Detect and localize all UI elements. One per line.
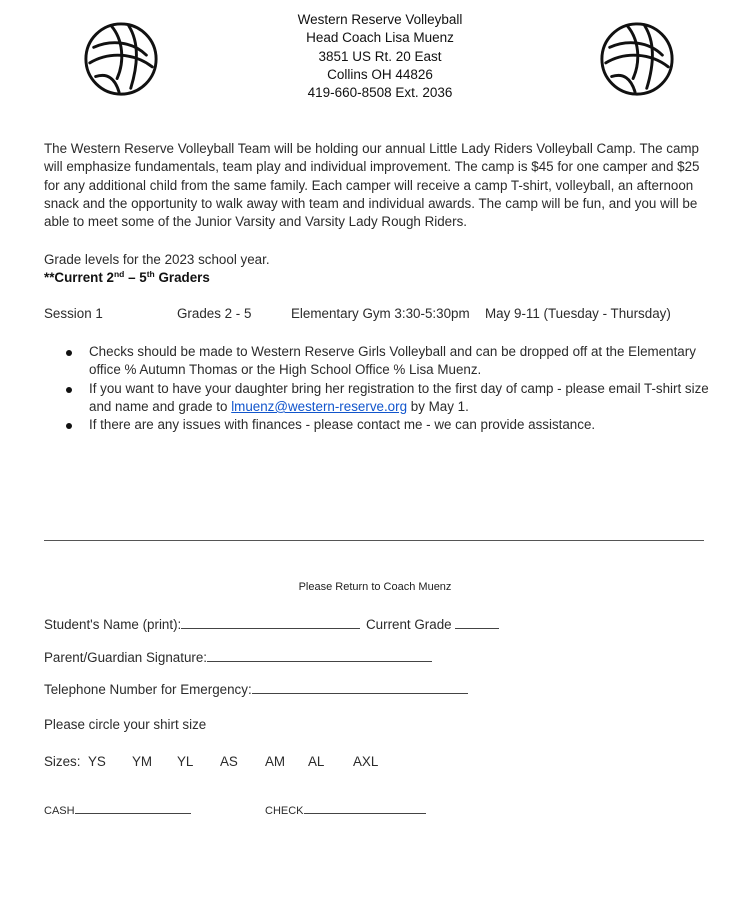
session-grades: Grades 2 - 5 xyxy=(177,306,252,321)
size-option-yl[interactable]: YL xyxy=(177,754,194,769)
list-item: If you want to have your daughter bring her registration to the first day of camp - please email T-shirt size and name and grade to lmuenz@western-reserve.org by May 1. xyxy=(44,380,714,417)
volleyball-icon xyxy=(598,20,676,98)
tear-off-divider xyxy=(44,540,704,541)
parent-signature-field[interactable]: Parent/Guardian Signature: xyxy=(44,649,432,665)
emergency-phone-field[interactable]: Telephone Number for Emergency: xyxy=(44,681,468,697)
bullet-icon xyxy=(66,423,72,429)
coach-name: Head Coach Lisa Muenz xyxy=(306,30,454,46)
check-field[interactable]: CHECK xyxy=(265,803,426,817)
grade-levels-note: Grade levels for the 2023 school year. xyxy=(44,252,270,267)
list-item: If there are any issues with finances - please contact me - we can provide assistance. xyxy=(44,416,714,434)
street-address: 3851 US Rt. 20 East xyxy=(318,48,442,64)
size-option-am[interactable]: AM xyxy=(265,754,286,769)
session-dates: May 9-11 (Tuesday - Thursday) xyxy=(485,306,671,321)
instructions-list xyxy=(44,343,714,434)
size-option-ym[interactable]: YM xyxy=(132,754,153,769)
size-option-as[interactable]: AS xyxy=(220,754,238,769)
email-link[interactable]: lmuenz@western-reserve.org xyxy=(231,398,408,414)
list-item: Checks should be made to Western Reserve Girls Volleyball and can be dropped off at the Elementary office % Autumn Thomas or the High School Office % Lisa Muenz. xyxy=(44,343,714,380)
phone-number: 419-660-8508 Ext. 2036 xyxy=(307,85,453,101)
current-grade-field[interactable]: Current Grade xyxy=(366,616,499,632)
size-option-al[interactable]: AL xyxy=(308,754,325,769)
city-state-zip: Collins OH 44826 xyxy=(327,66,433,82)
session-location: Elementary Gym 3:30-5:30pm xyxy=(291,306,470,321)
current-graders-note: **Current 2nd – 5th Graders xyxy=(44,269,210,285)
student-name-field[interactable]: Student's Name (print): xyxy=(44,616,360,632)
sizes-label: Sizes: xyxy=(44,754,81,769)
return-note: Please Return to Coach Muenz xyxy=(298,581,452,593)
session-name: Session 1 xyxy=(44,306,103,321)
bullet-icon xyxy=(66,387,72,393)
size-option-axl[interactable]: AXL xyxy=(353,754,379,769)
cash-field[interactable]: CASH xyxy=(44,803,191,817)
size-option-ys[interactable]: YS xyxy=(88,754,106,769)
shirt-size-prompt: Please circle your shirt size xyxy=(44,717,207,732)
camp-description: The Western Reserve Volleyball Team will be holding our annual Little Lady Riders Volleyball Camp. The camp will emphasize fundamentals, team play and individual improvement. The camp is $45 for one camper and $25 for any additional child from the same family. Each camper will receive a camp T-shirt, volleyball, an afternoon snack and the opportunity to walk away with team and individual awards. The camp will be fun, and you will be able to meet some of the Junior Varsity and Varsity Lady Rough Riders. xyxy=(44,141,700,230)
org-name: Western Reserve Volleyball xyxy=(297,12,463,27)
volleyball-icon xyxy=(82,20,160,98)
bullet-icon xyxy=(66,350,72,356)
letterhead xyxy=(200,11,560,102)
